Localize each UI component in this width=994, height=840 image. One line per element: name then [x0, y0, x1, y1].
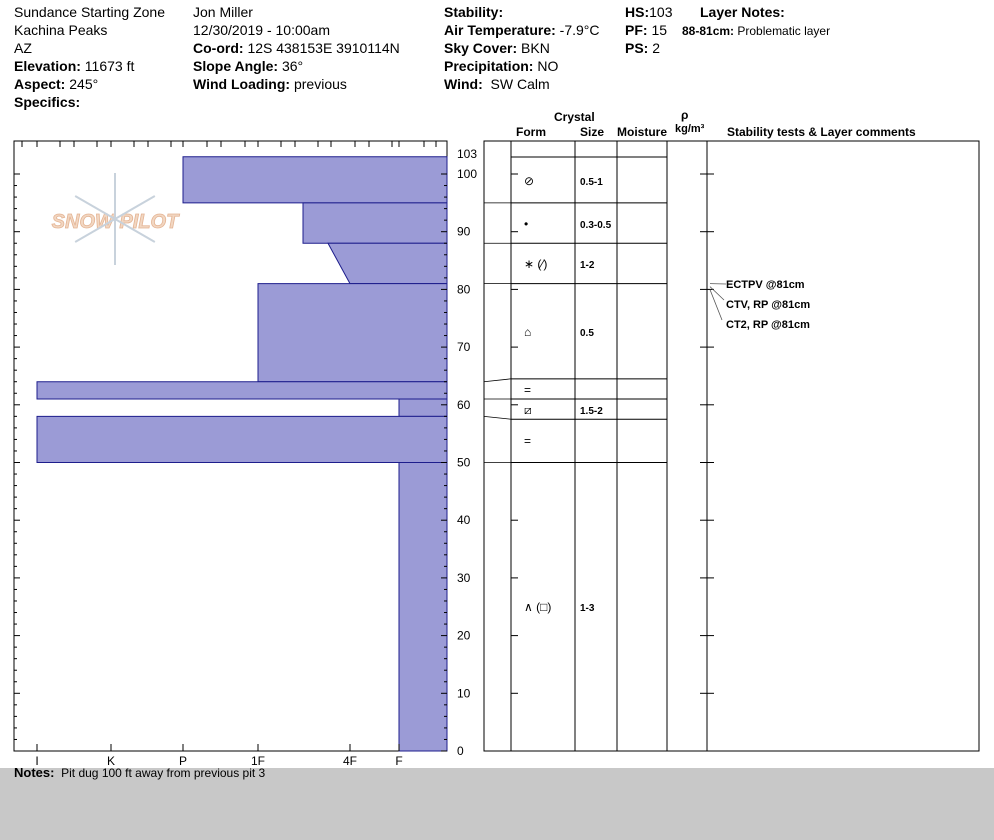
wind-loading-label: Wind Loading: [193, 76, 291, 92]
y-tick-label: 90 [457, 224, 471, 239]
area-name: Kachina Peaks [14, 22, 108, 38]
size-column-title: Size [580, 125, 605, 139]
hardness-bar-2 [328, 243, 447, 283]
precip-value: NO [537, 58, 559, 74]
layer-connector [484, 416, 511, 419]
density-rho-title: ρ [681, 108, 689, 122]
hardness-label-4F: 4F [342, 754, 358, 768]
y-tick-label: 40 [457, 513, 471, 528]
crystal-form-4: = [524, 383, 532, 397]
state-name: AZ [14, 40, 32, 56]
y-tick-label: 80 [457, 282, 471, 297]
density-unit-title: kg/m³ [675, 123, 705, 135]
stability-pointer [710, 287, 724, 300]
observation-datetime: 12/30/2019 - 10:00am [193, 22, 330, 38]
form-column-title: Form [516, 125, 546, 139]
stability-column-title: Stability tests & Layer comments [727, 125, 916, 139]
notes-text: Pit dug 100 ft away from previous pit 3 [61, 766, 266, 780]
hardness-label-1F: 1F [250, 754, 266, 768]
y-tick-label: 70 [457, 340, 471, 355]
slope-label: Slope Angle: [193, 58, 279, 74]
location-name: Sundance Starting Zone [14, 4, 165, 20]
air-temp-value: -7.9°C [559, 22, 600, 38]
crystal-form-6: = [524, 434, 532, 448]
snowpilot-logo: SNOW PILOT [51, 211, 179, 233]
crystal-size-2: 1-2 [580, 260, 595, 271]
elevation-value: 11673 ft [84, 58, 135, 74]
stability-test-0: ECTPV @81cm [726, 279, 805, 291]
moisture-column-title: Moisture [617, 125, 668, 139]
hardness-bar-7 [399, 463, 447, 752]
hardness-bar-4 [37, 382, 447, 399]
y-tick-label: 30 [457, 570, 471, 585]
hardness-label-F: F [395, 754, 403, 768]
layer-table-frame [484, 141, 979, 751]
crystal-form-2: ∗ (⁄) [524, 257, 548, 271]
hardness-label-P: P [178, 754, 188, 768]
crystal-size-1: 0.3-0.5 [580, 220, 612, 231]
crystal-form-3: ⌂ [524, 325, 532, 339]
y-tick-label: 20 [457, 628, 471, 643]
layer-notes-title: Layer Notes: [700, 4, 785, 20]
sky-label: Sky Cover: [444, 40, 518, 56]
aspect-label: Aspect: [14, 76, 66, 92]
y-tick-label: 103 [457, 147, 478, 161]
crystal-form-5: ⧄ [524, 403, 532, 417]
pf-label: PF: [625, 22, 648, 38]
wind-label: Wind: [444, 76, 483, 92]
coord-value: 12S 438153E 3910114N [247, 40, 400, 56]
hs-label: HS: [625, 4, 650, 20]
wind-value: SW Calm [490, 76, 550, 92]
air-temp-label: Air Temperature: [444, 22, 556, 38]
elevation-label: Elevation: [14, 58, 81, 74]
crystal-form-1: • [524, 217, 529, 231]
precip-label: Precipitation: [444, 58, 534, 74]
layer-connector [484, 379, 511, 382]
ps-value: 2 [652, 40, 661, 56]
crystal-size-0: 0.5-1 [580, 177, 603, 188]
notes-row [14, 765, 265, 780]
observer-name: Jon Miller [193, 4, 253, 20]
sky-value: BKN [521, 40, 550, 56]
crystal-size-7: 1-3 [580, 603, 595, 614]
stability-test-2: CT2, RP @81cm [726, 319, 810, 331]
y-tick-label: 0 [457, 744, 464, 758]
aspect-value: 245° [69, 76, 99, 92]
stability-pointer [710, 290, 722, 320]
hardness-bar-6 [37, 416, 447, 462]
crystal-size-5: 1.5-2 [580, 406, 603, 417]
wind-loading-value: previous [293, 76, 347, 92]
crystal-column-title: Crystal [554, 110, 595, 124]
stability-label: Stability: [444, 4, 504, 20]
hardness-bar-0 [183, 157, 447, 203]
layer-notes-range: 88-81cm: [682, 24, 735, 38]
hardness-label-K: K [106, 754, 116, 768]
crystal-size-3: 0.5 [580, 328, 594, 339]
crystal-form-0: ⊘ [524, 174, 535, 188]
hardness-bar-1 [303, 203, 447, 243]
y-tick-label: 50 [457, 455, 471, 470]
stability-test-1: CTV, RP @81cm [726, 299, 811, 311]
y-tick-label: 60 [457, 397, 471, 412]
slope-value: 36° [281, 58, 304, 74]
y-tick-label: 100 [457, 167, 478, 181]
y-tick-label: 10 [457, 686, 471, 701]
specifics-label: Specifics: [14, 94, 81, 110]
crystal-form-7: ∧ (□) [524, 600, 552, 614]
pf-value: 15 [651, 22, 668, 38]
coord-label: Co-ord: [193, 40, 244, 56]
layer-notes-text: Problematic layer [737, 24, 831, 38]
hardness-bar-3 [258, 284, 447, 382]
hs-value: 103 [649, 4, 673, 20]
hardness-label-I: I [35, 754, 39, 768]
ps-label: PS: [625, 40, 649, 56]
notes-label: Notes: [14, 765, 55, 780]
hardness-bar-5 [399, 399, 447, 416]
